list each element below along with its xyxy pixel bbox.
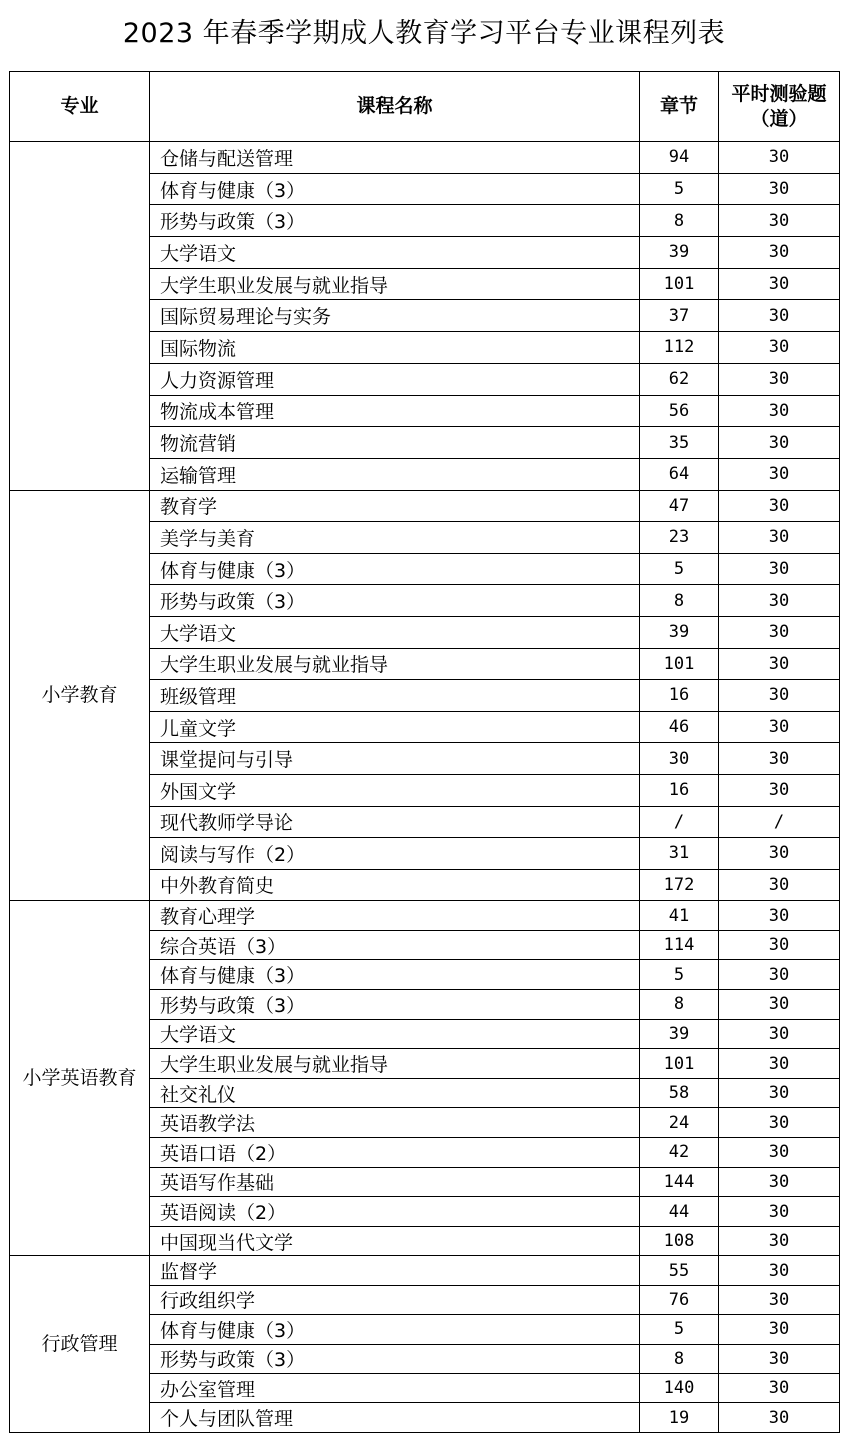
header-major: 专业	[10, 72, 150, 142]
chapters-cell: 8	[640, 585, 719, 617]
quiz-count-cell: 30	[719, 427, 840, 459]
course-name-cell: 体育与健康（3）	[150, 553, 640, 585]
quiz-count-cell: 30	[719, 743, 840, 775]
chapters-cell: 64	[640, 458, 719, 490]
chapters-cell: 39	[640, 237, 719, 269]
course-name-cell: 英语阅读（2）	[150, 1197, 640, 1227]
course-name-cell: 形势与政策（3）	[150, 990, 640, 1020]
course-name-cell: 大学语文	[150, 1019, 640, 1049]
quiz-count-cell: 30	[719, 395, 840, 427]
chapters-cell: 55	[640, 1256, 719, 1285]
course-name-cell: 个人与团队管理	[150, 1403, 640, 1432]
table-row	[10, 490, 840, 522]
quiz-count-cell: 30	[719, 1373, 840, 1402]
major-cell: 小学教育	[10, 490, 150, 901]
quiz-count-cell: 30	[719, 553, 840, 585]
course-name-cell: 物流营销	[150, 427, 640, 459]
quiz-count-cell: 30	[719, 490, 840, 522]
quiz-count-cell: 30	[719, 1226, 840, 1256]
course-name-cell: 英语教学法	[150, 1108, 640, 1138]
chapters-cell: 44	[640, 1197, 719, 1227]
chapters-cell: 39	[640, 1019, 719, 1049]
table-header	[10, 72, 840, 142]
chapters-cell: 144	[640, 1167, 719, 1197]
major-cell: 行政管理	[10, 1256, 150, 1432]
chapters-cell: 42	[640, 1138, 719, 1168]
quiz-count-cell: 30	[719, 1167, 840, 1197]
course-name-cell: 大学语文	[150, 616, 640, 648]
course-name-cell: 办公室管理	[150, 1373, 640, 1402]
quiz-count-cell: 30	[719, 648, 840, 680]
course-name-cell: 教育学	[150, 490, 640, 522]
chapters-cell: 76	[640, 1285, 719, 1314]
course-name-cell: 英语口语（2）	[150, 1138, 640, 1168]
chapters-cell: 19	[640, 1403, 719, 1432]
course-name-cell: 监督学	[150, 1256, 640, 1285]
chapters-cell: 39	[640, 616, 719, 648]
quiz-count-cell: 30	[719, 1403, 840, 1432]
course-name-cell: 人力资源管理	[150, 363, 640, 395]
quiz-count-cell: 30	[719, 1344, 840, 1373]
course-name-cell: 物流成本管理	[150, 395, 640, 427]
quiz-count-cell: 30	[719, 774, 840, 806]
course-name-cell: 形势与政策（3）	[150, 1344, 640, 1373]
course-name-cell: 体育与健康（3）	[150, 173, 640, 205]
header-quiz-label: 平时测验题（道）	[731, 82, 827, 130]
quiz-count-cell: 30	[719, 680, 840, 712]
chapters-cell: 37	[640, 300, 719, 332]
chapters-cell: 5	[640, 173, 719, 205]
header-row	[10, 72, 840, 142]
quiz-count-cell: 30	[719, 1019, 840, 1049]
course-name-cell: 外国文学	[150, 774, 640, 806]
quiz-count-cell: 30	[719, 1108, 840, 1138]
quiz-count-cell: 30	[719, 522, 840, 554]
course-name-cell: 国际贸易理论与实务	[150, 300, 640, 332]
table-row	[10, 901, 840, 931]
quiz-count-cell: 30	[719, 1078, 840, 1108]
table-body	[10, 142, 840, 1433]
course-name-cell: 大学生职业发展与就业指导	[150, 268, 640, 300]
quiz-count-cell: 30	[719, 1197, 840, 1227]
chapters-cell: 8	[640, 205, 719, 237]
course-name-cell: 儿童文学	[150, 711, 640, 743]
chapters-cell: 94	[640, 142, 719, 174]
chapters-cell: 35	[640, 427, 719, 459]
chapters-cell: 140	[640, 1373, 719, 1402]
chapters-cell: /	[640, 806, 719, 838]
chapters-cell: 8	[640, 990, 719, 1020]
quiz-count-cell: 30	[719, 142, 840, 174]
course-name-cell: 大学语文	[150, 237, 640, 269]
course-name-cell: 现代教师学导论	[150, 806, 640, 838]
chapters-cell: 5	[640, 1315, 719, 1344]
quiz-count-cell: 30	[719, 990, 840, 1020]
quiz-count-cell: 30	[719, 1049, 840, 1079]
chapters-cell: 108	[640, 1226, 719, 1256]
chapters-cell: 114	[640, 930, 719, 960]
quiz-count-cell: 30	[719, 711, 840, 743]
course-name-cell: 阅读与写作（2）	[150, 838, 640, 870]
quiz-count-cell: 30	[719, 363, 840, 395]
course-name-cell: 班级管理	[150, 680, 640, 712]
chapters-cell: 62	[640, 363, 719, 395]
quiz-count-cell: 30	[719, 585, 840, 617]
header-quiz-count	[719, 72, 840, 142]
chapters-cell: 58	[640, 1078, 719, 1108]
quiz-count-cell: 30	[719, 332, 840, 364]
chapters-cell: 5	[640, 553, 719, 585]
quiz-count-cell: 30	[719, 1315, 840, 1344]
course-name-cell: 形势与政策（3）	[150, 205, 640, 237]
major-cell	[10, 142, 150, 491]
course-name-cell: 体育与健康（3）	[150, 960, 640, 990]
quiz-count-cell: 30	[719, 300, 840, 332]
chapters-cell: 16	[640, 774, 719, 806]
chapters-cell: 8	[640, 1344, 719, 1373]
course-name-cell: 行政组织学	[150, 1285, 640, 1314]
chapters-cell: 23	[640, 522, 719, 554]
course-name-cell: 中外教育简史	[150, 869, 640, 901]
quiz-count-cell: 30	[719, 930, 840, 960]
course-name-cell: 中国现当代文学	[150, 1226, 640, 1256]
quiz-count-cell: 30	[719, 869, 840, 901]
course-name-cell: 美学与美育	[150, 522, 640, 554]
quiz-count-cell: 30	[719, 1256, 840, 1285]
chapters-cell: 56	[640, 395, 719, 427]
chapters-cell: 16	[640, 680, 719, 712]
course-name-cell: 综合英语（3）	[150, 930, 640, 960]
course-name-cell: 国际物流	[150, 332, 640, 364]
chapters-cell: 172	[640, 869, 719, 901]
quiz-count-cell: 30	[719, 901, 840, 931]
chapters-cell: 24	[640, 1108, 719, 1138]
chapters-cell: 101	[640, 1049, 719, 1079]
chapters-cell: 112	[640, 332, 719, 364]
quiz-count-cell: 30	[719, 838, 840, 870]
major-cell: 小学英语教育	[10, 901, 150, 1256]
header-course-name: 课程名称	[150, 72, 640, 142]
page-title: 2023 年春季学期成人教育学习平台专业课程列表	[122, 18, 726, 49]
course-name-cell: 运输管理	[150, 458, 640, 490]
quiz-count-cell: 30	[719, 1285, 840, 1314]
chapters-cell: 31	[640, 838, 719, 870]
chapters-cell: 46	[640, 711, 719, 743]
table-row	[10, 1256, 840, 1285]
course-name-cell: 课堂提问与引导	[150, 743, 640, 775]
quiz-count-cell: 30	[719, 616, 840, 648]
table-row	[10, 142, 840, 174]
quiz-count-cell: 30	[719, 237, 840, 269]
course-table	[9, 71, 840, 1433]
chapters-cell: 101	[640, 648, 719, 680]
course-name-cell: 仓储与配送管理	[150, 142, 640, 174]
quiz-count-cell: /	[719, 806, 840, 838]
header-chapters: 章节	[640, 72, 719, 142]
chapters-cell: 47	[640, 490, 719, 522]
quiz-count-cell: 30	[719, 960, 840, 990]
chapters-cell: 5	[640, 960, 719, 990]
course-name-cell: 大学生职业发展与就业指导	[150, 1049, 640, 1079]
chapters-cell: 41	[640, 901, 719, 931]
quiz-count-cell: 30	[719, 458, 840, 490]
course-name-cell: 英语写作基础	[150, 1167, 640, 1197]
quiz-count-cell: 30	[719, 1138, 840, 1168]
course-name-cell: 社交礼仪	[150, 1078, 640, 1108]
quiz-count-cell: 30	[719, 173, 840, 205]
course-name-cell: 形势与政策（3）	[150, 585, 640, 617]
chapters-cell: 30	[640, 743, 719, 775]
course-name-cell: 教育心理学	[150, 901, 640, 931]
course-name-cell: 体育与健康（3）	[150, 1315, 640, 1344]
chapters-cell: 101	[640, 268, 719, 300]
quiz-count-cell: 30	[719, 205, 840, 237]
quiz-count-cell: 30	[719, 268, 840, 300]
course-name-cell: 大学生职业发展与就业指导	[150, 648, 640, 680]
